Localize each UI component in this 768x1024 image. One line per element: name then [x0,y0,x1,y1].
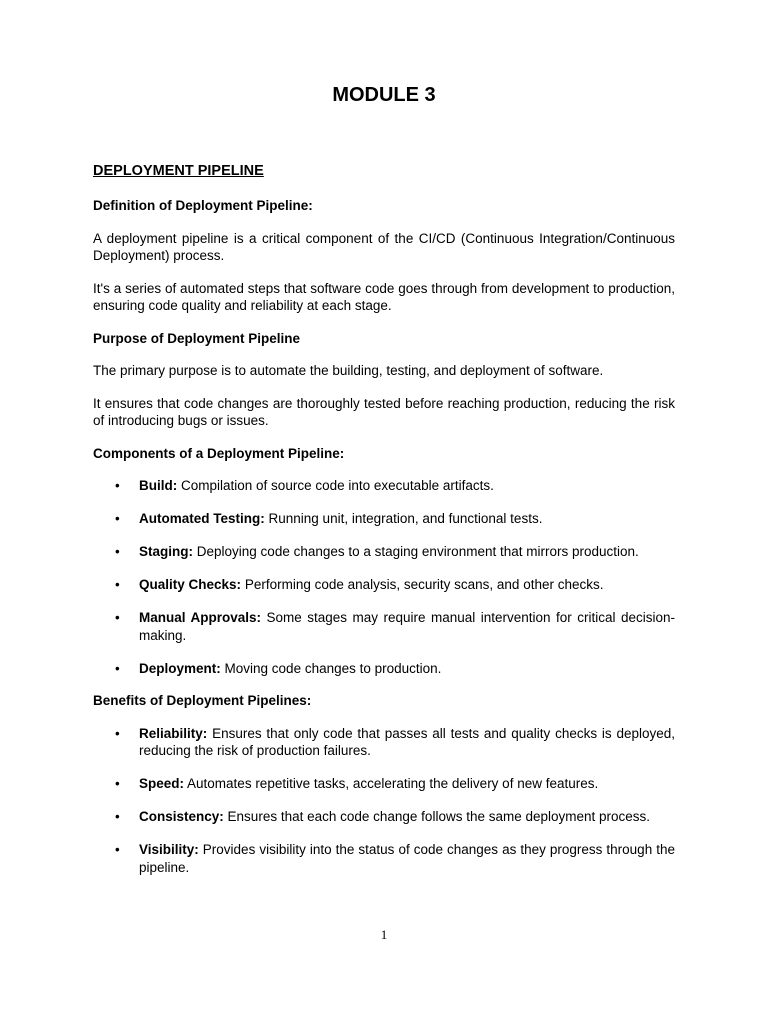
item-text: Ensures that each code change follows the same deployment process. [227,809,651,824]
page-number: 1 [380,927,388,942]
item-text: Performing code analysis, security scans, and other checks. [244,577,604,592]
list-item [93,543,675,561]
item-term: Manual Approvals: [139,610,261,625]
bullet-icon: • [115,478,120,493]
purpose-paragraph: It ensures that code changes are thoroughly tested before reaching production, reducing the risk of introducing bugs or issues. [93,395,675,428]
item-text: Automates repetitive tasks, accelerating the delivery of new features. [187,776,599,791]
item-term: Reliability: [139,725,208,741]
list-item [93,477,675,495]
components-heading: Components of a Deployment Pipeline: [93,445,345,461]
page-title: MODULE 3 [332,84,436,106]
list-item [93,775,675,793]
item-term: Visibility: [139,842,199,857]
item-term: Deployment: [139,660,221,676]
bullet-icon: • [115,577,120,592]
item-text: Some stages may require manual intervention for critical decision-making. [139,610,675,643]
item-term: Quality Checks: [139,577,242,592]
list-item [93,660,675,678]
item-text: Moving code changes to production. [224,660,442,676]
components-list [93,477,675,677]
list-item [93,576,675,594]
list-item [93,510,675,528]
item-term: Automated Testing: [139,511,265,526]
bullet-icon: • [115,776,120,791]
definition-heading: Definition of Deployment Pipeline: [93,198,313,213]
item-text: Running unit, integration, and functional tests. [268,511,543,526]
item-term: Speed: [139,776,185,791]
list-item [93,609,675,644]
bullet-icon: • [115,660,120,676]
benefits-list [93,725,675,877]
document-body [93,197,675,891]
item-text: Compilation of source code into executable artifacts. [181,478,494,493]
purpose-paragraph: The primary purpose is to automate the building, testing, and deployment of software. [93,363,604,378]
definition-paragraph: It's a series of automated steps that software code goes through from development to production, ensuring code quality and reliability at each stage. [93,280,675,313]
bullet-icon: • [115,842,120,857]
definition-paragraph: A deployment pipeline is a critical component of the CI/CD (Continuous Integration/Continuous Deployment) process. [93,230,675,263]
item-term: Staging: [139,544,193,559]
item-text: Provides visibility into the status of code changes as they progress through the pipeline. [139,842,675,875]
item-text: Ensures that only code that passes all tests and quality checks is deployed, reducing the risk of production failures. [139,725,675,758]
list-item [93,841,675,876]
bullet-icon: • [115,725,120,741]
list-item [93,808,675,826]
bullet-icon: • [115,544,120,559]
purpose-heading: Purpose of Deployment Pipeline [93,330,301,346]
benefits-heading: Benefits of Deployment Pipelines: [93,693,312,708]
item-term: Build: [139,478,178,493]
item-text: Deploying code changes to a staging environment that mirrors production. [196,544,639,559]
bullet-icon: • [115,809,120,824]
list-item [93,725,675,760]
bullet-icon: • [115,610,120,625]
bullet-icon: • [115,511,120,526]
item-term: Consistency: [139,809,224,824]
section-heading: DEPLOYMENT PIPELINE [93,163,264,179]
